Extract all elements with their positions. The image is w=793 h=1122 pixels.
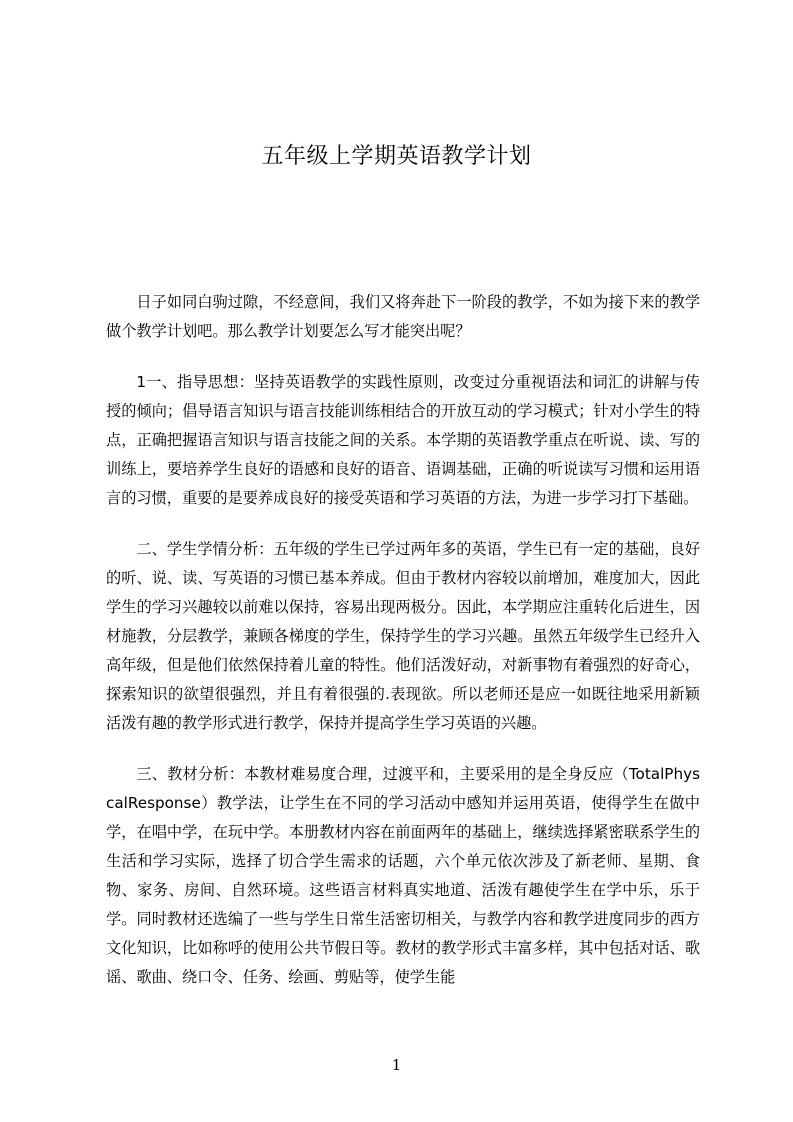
document-body (106, 288, 700, 1014)
page-number: 1 (391, 1056, 402, 1074)
paragraph-intro: 日子如同白驹过隙，不经意间，我们又将奔赴下一阶段的教学，不如为接下来的教学做个教学计划吧。那么教学计划要怎么写才能突出呢？ (106, 293, 700, 340)
document-title: 五年级上学期英语教学计划 (261, 144, 532, 169)
paragraph-student-analysis: 二、学生学情分析：五年级的学生已学过两年多的英语，学生已有一定的基础，良好的听、说、读、写英语的习惯已基本养成。但由于教材内容较以前增加，难度加大，因此学生的学习兴趣较以前难以保持，容易出现两极分。因此，本学期应注重转化后进生，因材施教，分层教学，兼顾各梯度的学生，保持学生的学习兴趣。虽然五年级学生已经升入高年级，但是他们依然保持着儿童的特性。他们活泼好动，对新事物有着强烈的好奇心，探索知识的欲望很强烈，并且有着很强的.表现欲。所以老师还是应一如既往地采用新颖活泼有趣的教学形式进行教学，保持并提高学生学习英语的兴趣。 (106, 540, 700, 732)
paragraph-guiding-ideology: 1一、指导思想：坚持英语教学的实践性原则，改变过分重视语法和词汇的讲解与传授的倾向；倡导语言知识与语言技能训练相结合的开放互动的学习模式；针对小学生的特点，正确把握语言知识与语言技能之间的关系。本学期的英语教学重点在听说、读、写的训练上，要培养学生良好的语感和良好的语音、语调基础，正确的听说读写习惯和运用语言的习惯，重要的是要养成良好的接受英语和学习英语的方法，为进一步学习打下基础。 (106, 373, 700, 507)
paragraph-textbook-analysis: 三、教材分析：本教材难易度合理，过渡平和，主要采用的是全身反应（TotalPhyscalResponse）教学法，让学生在不同的学习活动中感知并运用英语，使得学生在做中学，在唱中学，在玩中学。本册教材内容在前面两年的基础上，继续选择紧密联系学生的生活和学习实际，选择了切合学生需求的话题，六个单元依次涉及了新老师、星期、食物、家务、房间、自然环境。这些语言材料真实地道、活泼有趣使学生在学中乐，乐于学。同时教材还选编了一些与学生日常生活密切相关，与教学内容和教学进度同步的西方文化知识，比如称呼的使用公共节假日等。教材的教学形式丰富多样，其中包括对话、歌谣、歌曲、绕口令、任务、绘画、剪贴等，使学生能 (106, 765, 700, 986)
